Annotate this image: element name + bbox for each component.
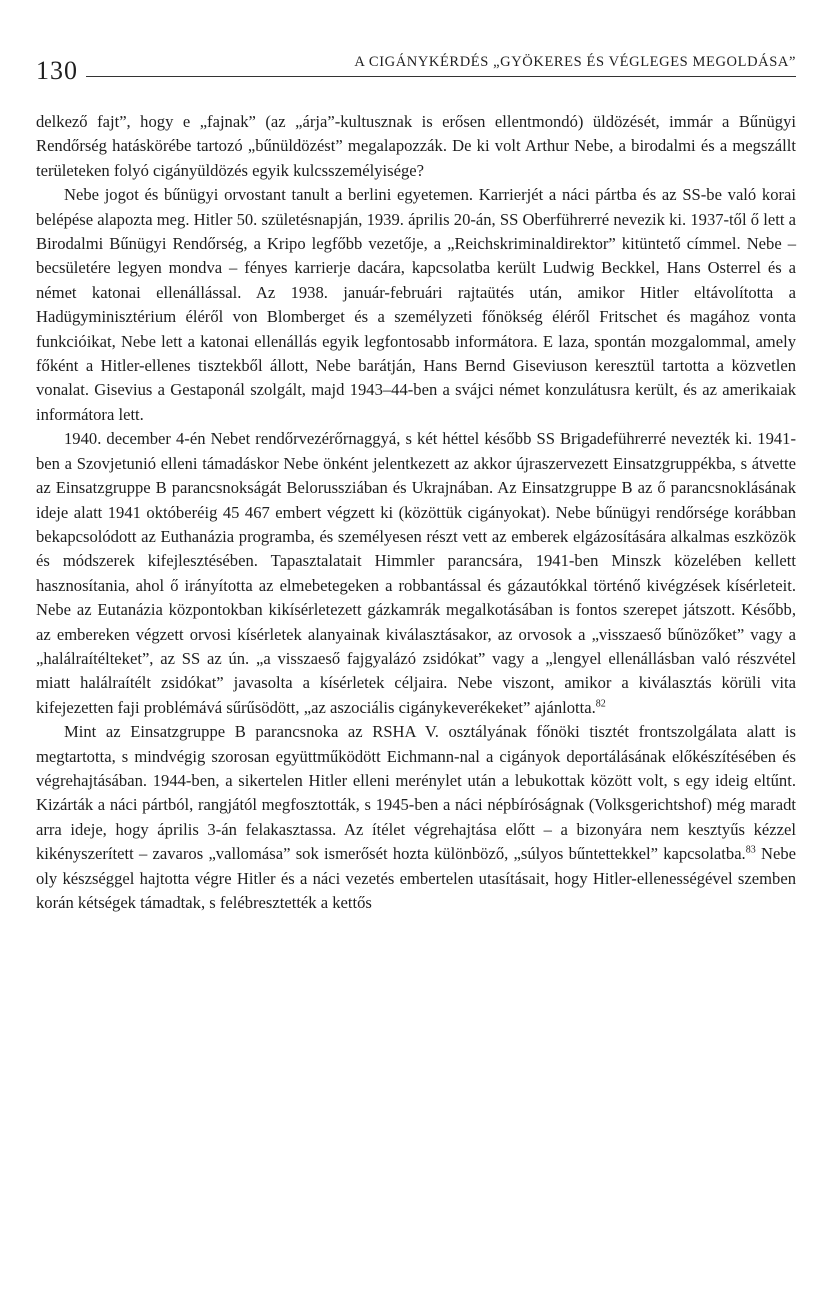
header-rule — [86, 76, 796, 77]
paragraph-text-continuation: Nebe oly készséggel hajtotta végre Hitler és a náci vezetés embertelen utasításait, hogy Hitler-ellenességével szemben korán kétségek támadtak, s felébresztették a kettős — [36, 844, 796, 912]
paragraph-1 — [36, 110, 796, 183]
body-text — [36, 110, 796, 915]
book-page — [36, 52, 796, 915]
paragraph-2 — [36, 183, 796, 427]
paragraph-text: Nebe jogot és bűnügyi orvostant tanult a berlini egyetemen. Karrierjét a náci pártba és az SS-be való korai belépése alapozta meg. Hitler 50. születésnapján, 1939. április 20-án, SS Oberführerré nevezik ki. 1937-től ő lett a Birodalmi Bűnügyi Rendőrség, a Kripo legfőbb vezetője, a „Reichskriminaldirektor” kitüntető címmel. Nebe – becsületére legyen mondva – fényes karrierje dacára, kapcsolatba került Ludwig Beckkel, Hans Osterrel és a német katonai ellenállással. Az 1938. január-februári rajtaütés után, amikor Hitler eltávolította a Hadügyminisztérium éléről von Blomberget és a személyzeti főnökség éléről Fritschet és magához vonta funkcióikat, Nebe lett a katonai ellenállás egyik legfontosabb informátora. E laza, spontán mozgalommal, amely főként a Hitler-ellenes tisztekből állott, Nebe barátján, Hans Bernd Giseviuson keresztül tartotta a közvetlen vonalat. Gisevius a Gestaponál szolgált, majd 1943–44-ben a svájci német konzulátusra került, és az amerikaiak informátora lett. — [36, 185, 796, 424]
paragraph-4 — [36, 720, 796, 915]
paragraph-text: delkező fajt”, hogy e „fajnak” (az „árja”-kultusznak is erősen ellentmondó) üldözését, immár a Bűnügyi Rendőrség hatáskörébe tartozó „bűnüldözést” megalapozzák. De ki volt Arthur Nebe, a birodalmi és a megszállt területeken folyó cigányüldözés egyik kulcsszemélyisége? — [36, 112, 796, 180]
page-header — [36, 52, 796, 96]
paragraph-text: 1940. december 4-én Nebet rendőrvezérőrnaggyá, s két héttel később SS Brigadeführerré nevezték ki. 1941-ben a Szovjetunió elleni támadáskor Nebe önként jelentkezett az akkor újraszervezett Einsatzgruppékba, s átvette az Einsatzgruppe B parancsnokságát Belorussziában és Ukrajnában. Az Einsatzgruppe B az ő parancsnoklásának ideje alatt 1941 októberéig 45 467 embert végzett ki (közöttük cigányokat). Nebe bűnügyi rendőrsége korábban bekapcsolódott az Euthanázia programba, és személyesen részt vett az emberek elgázosítására alkalmas eszközök és módszerek kifejlesztésében. Tapasztalatait Himmler parancsára, 1941-ben Minszk közelében kellett hasznosítania, ahol ő irányította az elmebetegeken a robbantással és gázautókkal történő kivégzések kísérleteit. Nebe az Eutanázia központokban kikísérletezett gázkamrák megalkotásában is fontos szerepet játszott. Később, az embereken végzett orvosi kísérletek alanyainak kiválasztásakor, az orvosok a „visszaeső bűnözőket” vagy a „halálraítélteket”, az SS az ún. „a visszaeső fajgyalázó zsidókat” vagy a „lengyel ellenállásban való részvétel miatt halálraítélt zsidókat” javasolta a kísérletek céljaira. Nebe viszont, amikor a kiválasztás körüli vita kifejezetten faji problémává sűrűsödött, „az aszociális cigánykeverékeket” ajánlotta. — [36, 429, 796, 717]
footnote-ref-82[interactable]: 82 — [595, 698, 606, 710]
running-title: A CIGÁNYKÉRDÉS „GYÖKERES ÉS VÉGLEGES MEGOLDÁSA” — [348, 54, 796, 71]
footnote-ref-83[interactable]: 83 — [745, 844, 756, 856]
paragraph-text: Mint az Einsatzgruppe B parancsnoka az RSHA V. osztályának főnöki tisztét frontszolgálata alatt is megtartotta, s mindvégig szorosan együttműködött Eichmann-nal a cigányok deportálásának előkészítésében és végrehajtásában. 1944-ben, a sikertelen Hitler elleni merénylet után a lebukottak között volt, s egy ideig eltűnt. Kizárták a náci pártból, rangjától megfosztották, s 1945-ben a náci népbíróságnak (Volksgerichtshof) még maradt arra ideje, hogy április 3-án felakasztassa. Az ítélet végrehajtása előtt – a bizonyára nem kesztyűs kézzel kikényszerített – zavaros „vallomása” sok ismerősét hozta különböző, „súlyos bűntettekkel” kapcsolatba. — [36, 722, 796, 864]
page-number: 130 — [36, 56, 78, 85]
paragraph-3 — [36, 427, 796, 720]
